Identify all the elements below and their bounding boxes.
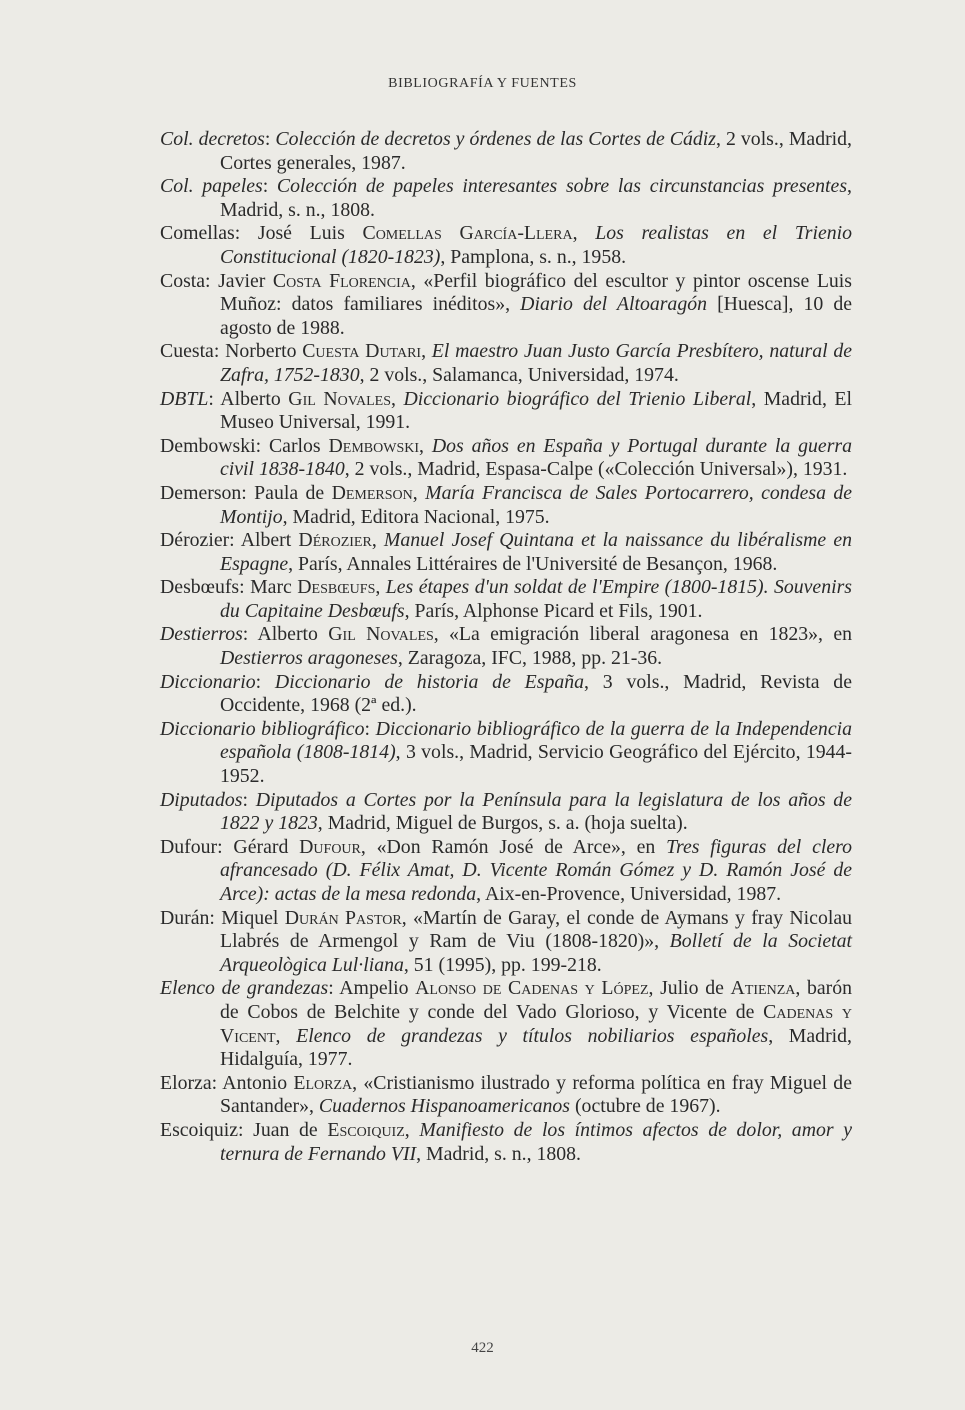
bibliography-entry: Destierros: Alberto Gil Novales, «La emigración liberal aragonesa en 1823», en Destierros aragoneses, Zaragoza, IFC, 1988, pp. 21-36. (160, 623, 852, 670)
bibliography-entry: Cuesta: Norberto Cuesta Dutari, El maestro Juan Justo García Presbítero, natural de Zafra, 1752-1830, 2 vols., Salamanca, Universidad, 1974. (160, 340, 852, 386)
bibliography-entry: Elenco de grandezas: Ampelio Alonso de Cadenas y López, Julio de Atienza, barón de Cobos de Belchite y conde del Vado Glorioso, y Vicente de Cadenas y Vicent, Elenco de grandezas y títulos nobiliarios españoles, Madrid, Hidalguía, 1977. (160, 977, 852, 1071)
running-head: BIBLIOGRAFÍA Y FUENTES (388, 76, 577, 91)
bibliography-entry: Diccionario: Diccionario de historia de España, 3 vols., Madrid, Revista de Occidente, 1968 (2ª ed.). (160, 670, 852, 717)
bibliography-entry: Comellas: José Luis Comellas García-Llera, Los realistas en el Trienio Constitucional (1820-1823), Pamplona, s. n., 1958. (160, 222, 853, 268)
bibliography-entry: Diputados: Diputados a Cortes por la Península para la legislatura de los años de 1822 y 1823, Madrid, Miguel de Burgos, s. a. (hoja suelta). (160, 788, 852, 835)
bibliography-entry: DBTL: Alberto Gil Novales, Diccionario biográfico del Trienio Liberal, Madrid, El Museo Universal, 1991. (160, 387, 853, 434)
bibliography-entry: Dufour: Gérard Dufour, «Don Ramón José de Arce», en Tres figuras del clero afrancesado (D. Félix Amat, D. Vicente Román Gómez y D. Ramón José de Arce): actas de la mesa redonda, Aix-en-Provence, Universidad, 1987. (160, 835, 852, 905)
bibliography-list (160, 128, 852, 1166)
bibliography-entry: Durán: Miquel Durán Pastor, «Martín de Garay, el conde de Aymans y fray Nicolau Llabrés de Armengol y Ram de Viu (1808-1820)», Bolletí de la Societat Arqueològica Lul·liana, 51 (1995), pp. 199-218. (160, 906, 853, 976)
bibliography-entry: Demerson: Paula de Demerson, María Francisca de Sales Portocarrero, condesa de Montijo, Madrid, Editora Nacional, 1975. (160, 481, 853, 528)
bibliography-entry: Diccionario bibliográfico: Diccionario bibliográfico de la guerra de la Independencia española (1808-1814), 3 vols., Madrid, Servicio Geográfico del Ejército, 1944-1952. (160, 717, 852, 788)
bibliography-entry: Dembowski: Carlos Dembowski, Dos años en España y Portugal durante la guerra civil 1838-1840, 2 vols., Madrid, Espasa-Calpe («Colección Universal»), 1931. (160, 434, 852, 481)
bibliography-entry: Col. decretos: Colección de decretos y órdenes de las Cortes de Cádiz, 2 vols., Madrid, Cortes generales, 1987. (160, 128, 852, 174)
bibliography-entry: Dérozier: Albert Dérozier, Manuel Josef Quintana et la naissance du libéralisme en Espagne, París, Annales Littéraires de l'Université de Besançon, 1968. (160, 529, 853, 575)
page-number: 422 (471, 1340, 494, 1356)
bibliography-entry: Desbœufs: Marc Desbœufs, Les étapes d'un soldat de l'Empire (1800-1815). Souvenirs du Capitaine Desbœufs, París, Alphonse Picard et Fils, 1901. (160, 576, 852, 622)
bibliography-entry: Elorza: Antonio Elorza, «Cristianismo ilustrado y reforma política en fray Miguel de Santander», Cuadernos Hispanoamericanos (octubre de 1967). (160, 1071, 852, 1118)
bibliography-entry: Escoiquiz: Juan de Escoiquiz, Manifiesto de los íntimos afectos de dolor, amor y ternura de Fernando VII, Madrid, s. n., 1808. (160, 1118, 852, 1165)
bibliography-entry: Col. papeles: Colección de papeles interesantes sobre las circunstancias presentes, Madrid, s. n., 1808. (160, 175, 852, 221)
bibliography-entry: Costa: Javier Costa Florencia, «Perfil biográfico del escultor y pintor oscense Luis Muñoz: datos familiares inéditos», Diario del Altoaragón [Huesca], 10 de agosto de 1988. (160, 269, 853, 339)
